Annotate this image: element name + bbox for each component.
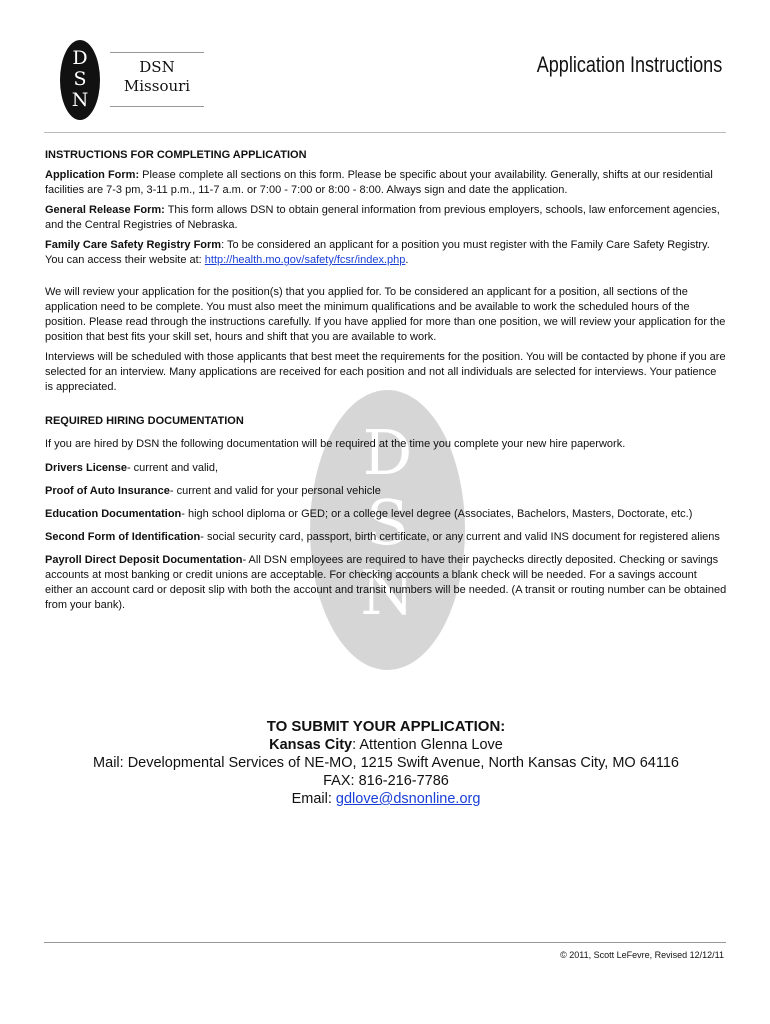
instructions-heading: INSTRUCTIONS FOR COMPLETING APPLICATION: [45, 149, 307, 161]
doc-item-label: Payroll Direct Deposit Documentation: [45, 554, 243, 566]
logo-bottom-rule: [110, 106, 204, 107]
documentation-intro: If you are hired by DSN the following documentation will be required at the time you complete your new hire paperwork.: [45, 438, 626, 450]
doc-item-text: - current and valid for your personal vehicle: [169, 485, 381, 497]
logo-name: [110, 58, 204, 96]
dsn-logo: [60, 40, 205, 120]
submit-attention-line: [45, 736, 727, 754]
fcsr-website-link[interactable]: http://health.mo.gov/safety/fcsr/index.php: [204, 254, 406, 266]
general-release-paragraph: [45, 203, 727, 233]
fcsr-paragraph: [45, 238, 727, 268]
doc-item-auto-insurance: [45, 484, 727, 499]
logo-top-rule: [110, 52, 204, 53]
application-form-paragraph: [45, 168, 727, 198]
doc-item-label: Drivers License: [45, 462, 127, 474]
general-release-label: General Release Form:: [45, 204, 165, 216]
doc-item-text: - current and valid,: [126, 462, 219, 474]
submit-section: [45, 718, 727, 808]
logo-letter-s: S: [73, 68, 87, 90]
submit-email-label: Email:: [291, 791, 336, 807]
submit-title: TO SUBMIT YOUR APPLICATION:: [266, 718, 506, 735]
submit-email-link[interactable]: gdlove@dsnonline.org: [335, 791, 481, 807]
application-form-label: Application Form:: [45, 169, 140, 181]
submit-city: Kansas City: [269, 737, 353, 753]
footer-divider: [44, 942, 726, 943]
logo-name-line1: DSN: [139, 58, 175, 76]
doc-item-text: - All DSN employees are required to have their paychecks directly deposited. Checking or savings accounts at most banking or credit unions are acceptable. For checking accounts a blank check will be needed. For a savings account either an account card or deposit slip with both the account and transit numbers will be needed. (A transit or routing number can be obtained from your bank).: [45, 554, 727, 611]
instructions-body: [45, 148, 727, 618]
doc-item-drivers-license: [45, 461, 727, 476]
logo-letter-d: D: [72, 47, 88, 69]
spacer: [45, 400, 727, 414]
header-divider: [44, 132, 726, 133]
doc-item-text: - social security card, passport, birth certificate, or any current and valid INS document for registered aliens: [200, 531, 720, 543]
documentation-heading: REQUIRED HIRING DOCUMENTATION: [45, 415, 244, 427]
spacer: [45, 273, 727, 285]
logo-oval: [60, 40, 100, 120]
footer-copyright: © 2011, Scott LeFevre, Revised 12/12/11: [560, 950, 724, 960]
watermark-letter-s: S: [366, 486, 409, 559]
submit-email-line: [45, 790, 727, 808]
submit-mail: Mail: Developmental Services of NE-MO, 1215 Swift Avenue, North Kansas City, MO 64116: [93, 755, 679, 771]
submit-attention: : Attention Glenna Love: [352, 737, 503, 753]
doc-item-education: [45, 507, 727, 522]
watermark-letter-d: D: [362, 416, 413, 489]
interviews-paragraph: Interviews will be scheduled with those applicants that best meet the requirements for the position. You will be contacted by phone if you are selected for an interview. Many applications are received for each position and not all individuals are selected for interviews. Your patience is appreciated.: [45, 351, 726, 393]
logo-letter-n: N: [71, 89, 89, 111]
application-form-text: Please complete all sections on this form. Please be specific about your availability. Generally, shifts at our residential facilities are 7-3 pm, 3-11 p.m., 11-7 a.m. or 7:00 - 7:00 or 8:00 - 8:00. Always sign and date the application.: [45, 169, 713, 196]
logo-name-line2: Missouri: [123, 77, 191, 95]
doc-item-label: Second Form of Identification: [45, 531, 201, 543]
submit-fax: FAX: 816-216-7786: [323, 773, 449, 789]
doc-item-text: - high school diploma or GED; or a college level degree (Associates, Bachelors, Masters, Doctorate, etc.): [181, 508, 693, 520]
fcsr-text: : To be considered an applicant for a position you must register with the Family Care Safety Registry. You can access their website at:: [45, 239, 710, 266]
fcsr-after: .: [405, 254, 409, 266]
fcsr-label: Family Care Safety Registry Form: [45, 239, 222, 251]
review-paragraph: We will review your application for the position(s) that you applied for. To be considered an applicant for a position, all sections of the application need to be complete. You must also meet the minimum qualifications and be available to work the scheduled hours of the position. Please read through the instructions carefully. If you have applied for more than one position, we will review your application for the position that best fits your skill set, hours and shift that you are available to work.: [45, 286, 726, 343]
general-release-text: This form allows DSN to obtain general information from previous employers, schools, law enforcement agencies, and the Central Registries of Nebraska.: [45, 204, 720, 231]
doc-item-second-id: [45, 530, 727, 545]
doc-item-label: Proof of Auto Insurance: [45, 485, 170, 497]
doc-item-label: Education Documentation: [45, 508, 182, 520]
watermark-letter-n: N: [360, 556, 415, 629]
page-title: Application Instructions: [536, 52, 722, 77]
doc-item-direct-deposit: [45, 553, 727, 613]
